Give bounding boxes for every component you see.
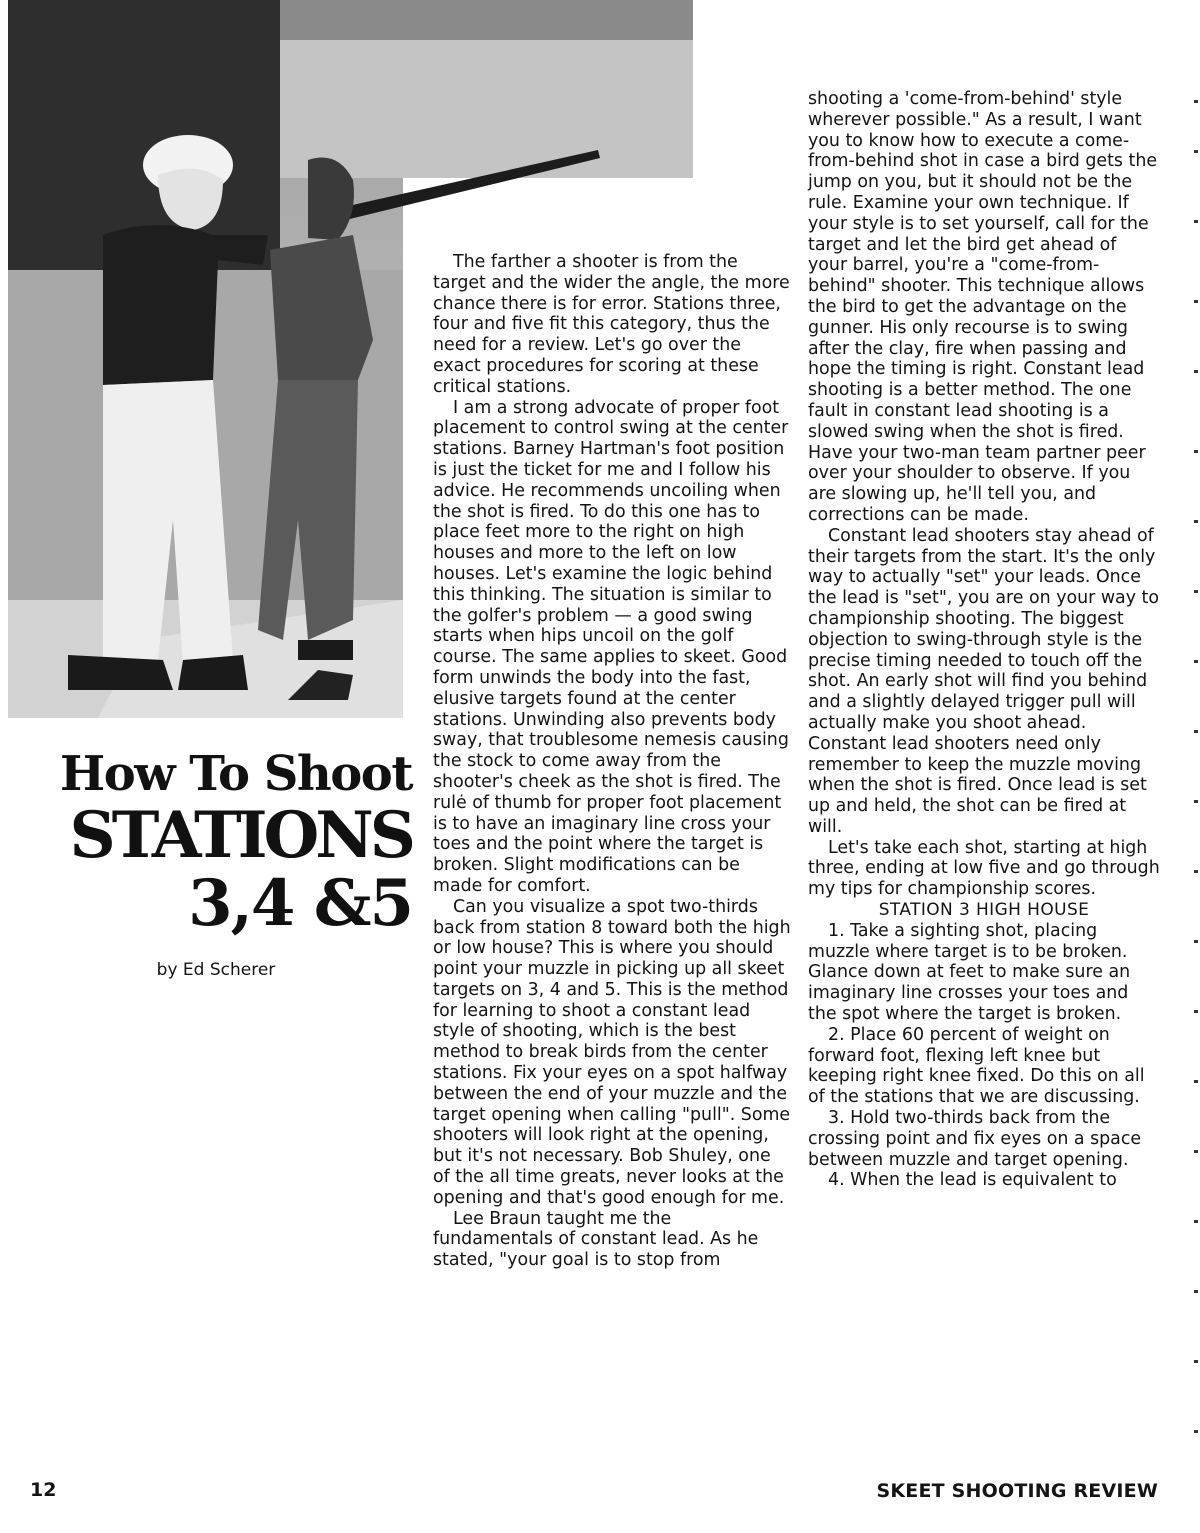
article-column-middle [433,252,791,1271]
step-item: 3. Hold two-thirds back from the crossing point and fix eyes on a space between muzzle and target opening. [808,1108,1142,1170]
paragraph: Lee Braun taught me the fundamentals of constant lead. As he stated, "your goal is to stop from [433,1208,759,1271]
title-line-1: How To Shoot [59,746,412,802]
paragraph: Constant lead shooters stay ahead of their targets from the start. It's the only way to actually "set" your leads. Once the lead is "set", you are on your way to championship shooting. The biggest objection to swing-through style is the precise timing needed to touch off the shot. An early shot will find you behind and a slightly delayed trigger pull will actually make you shoot ahead. Constant lead shooters need only remember to keep the muzzle moving when the shot is fired. Once lead is set up and held, the shot can be fired at will. [808,525,1159,837]
paragraph: Let's take each shot, starting at high three, ending at low five and go through my tips for championship scores. [808,837,1160,900]
step-item: 2. Place 60 percent of weight on forward foot, flexing left knee but keeping right knee fixed. Do this on all of the stations that we are discussing. [808,1024,1145,1108]
article-column-right [808,89,1160,1191]
binding-edge-marks [1186,70,1200,1470]
paragraph: The farther a shooter is from the target and the wider the angle, the more chance there is for error. Stations three, four and five fit this category, thus the need for a review. Let's go over the exact procedures for scoring at these critical stations. [433,252,790,397]
paragraph: shooting a 'come-from-behind' style wherever possible." As a result, I want you to know how to execute a come-from-behind shot in case a bird gets the jump on you, but it should not be the rule. Examine your own technique. If your style is to set yourself, call for the target and let the bird get ahead of your barrel, you're a "come-from-behind" shooter. This technique allows the bird to get the advantage on the gunner. His only recourse is to swing after the clay, fire when passing and hope the timing is right. Constant lead shooting is a better method. The one fault in constant lead shooting is a slowed swing when the shot is fired. Have your two-man team partner peer over your shoulder to observe. If you are slowing up, he'll tell you, and corrections can be made. [808,89,1158,525]
paragraph: I am a strong advocate of proper foot placement to control swing at the center stations. Barney Hartman's foot position is just the ticket for me and I follow his advice. He recommends uncoiling when the shot is fired. To do this one has to place feet more to the right on high houses and more to the left on low houses. Let's examine the logic behind this thinking. The situation is similar to the golfer's problem — a good swing starts when hips uncoil on the golf course. The same applies to skeet. Good form unwinds the body into the fast, elusive targets found at the center stations. Unwinding also prevents body sway, that troublesome nemesis causing the stock to come away from the shooter's cheek as the shot is fired. The rulė of thumb for proper foot placement is to have an imaginary line cross your toes and the point where the target is broken. Slight modifications can be made for comfort. [433,397,789,896]
byline: by Ed Scherer [156,960,276,980]
title-line-3: 3,4 &5 [188,866,412,941]
section-heading: STATION 3 HIGH HOUSE [878,900,1090,921]
title-line-2: STATIONS [69,798,412,873]
article-title [20,745,412,939]
step-item: 4. When the lead is equivalent to [828,1170,1117,1191]
paragraph: Can you visualize a spot two-thirds back from station 8 toward both the high or low house? This is where you should point your muzzle in picking up all skeet targets on 3, 4 and 5. This is the method for learning to shoot a constant lead style of shooting, which is the best method to break birds from the center stations. Fix your eyes on a spot halfway between the end of your muzzle and the target opening when calling "pull". Some shooters will look right at the opening, but it's not necessary. Bob Shuley, one of the all time greats, never looks at the opening and that's good enough for me. [433,896,791,1208]
step-item: 1. Take a sighting shot, placing muzzle where target is to be broken. Glance down at feet to make sure an imaginary line crosses your toes and the spot where the target is broken. [808,920,1131,1025]
page-number: 12 [30,1479,57,1501]
publication-name: SKEET SHOOTING REVIEW [876,1480,1158,1502]
